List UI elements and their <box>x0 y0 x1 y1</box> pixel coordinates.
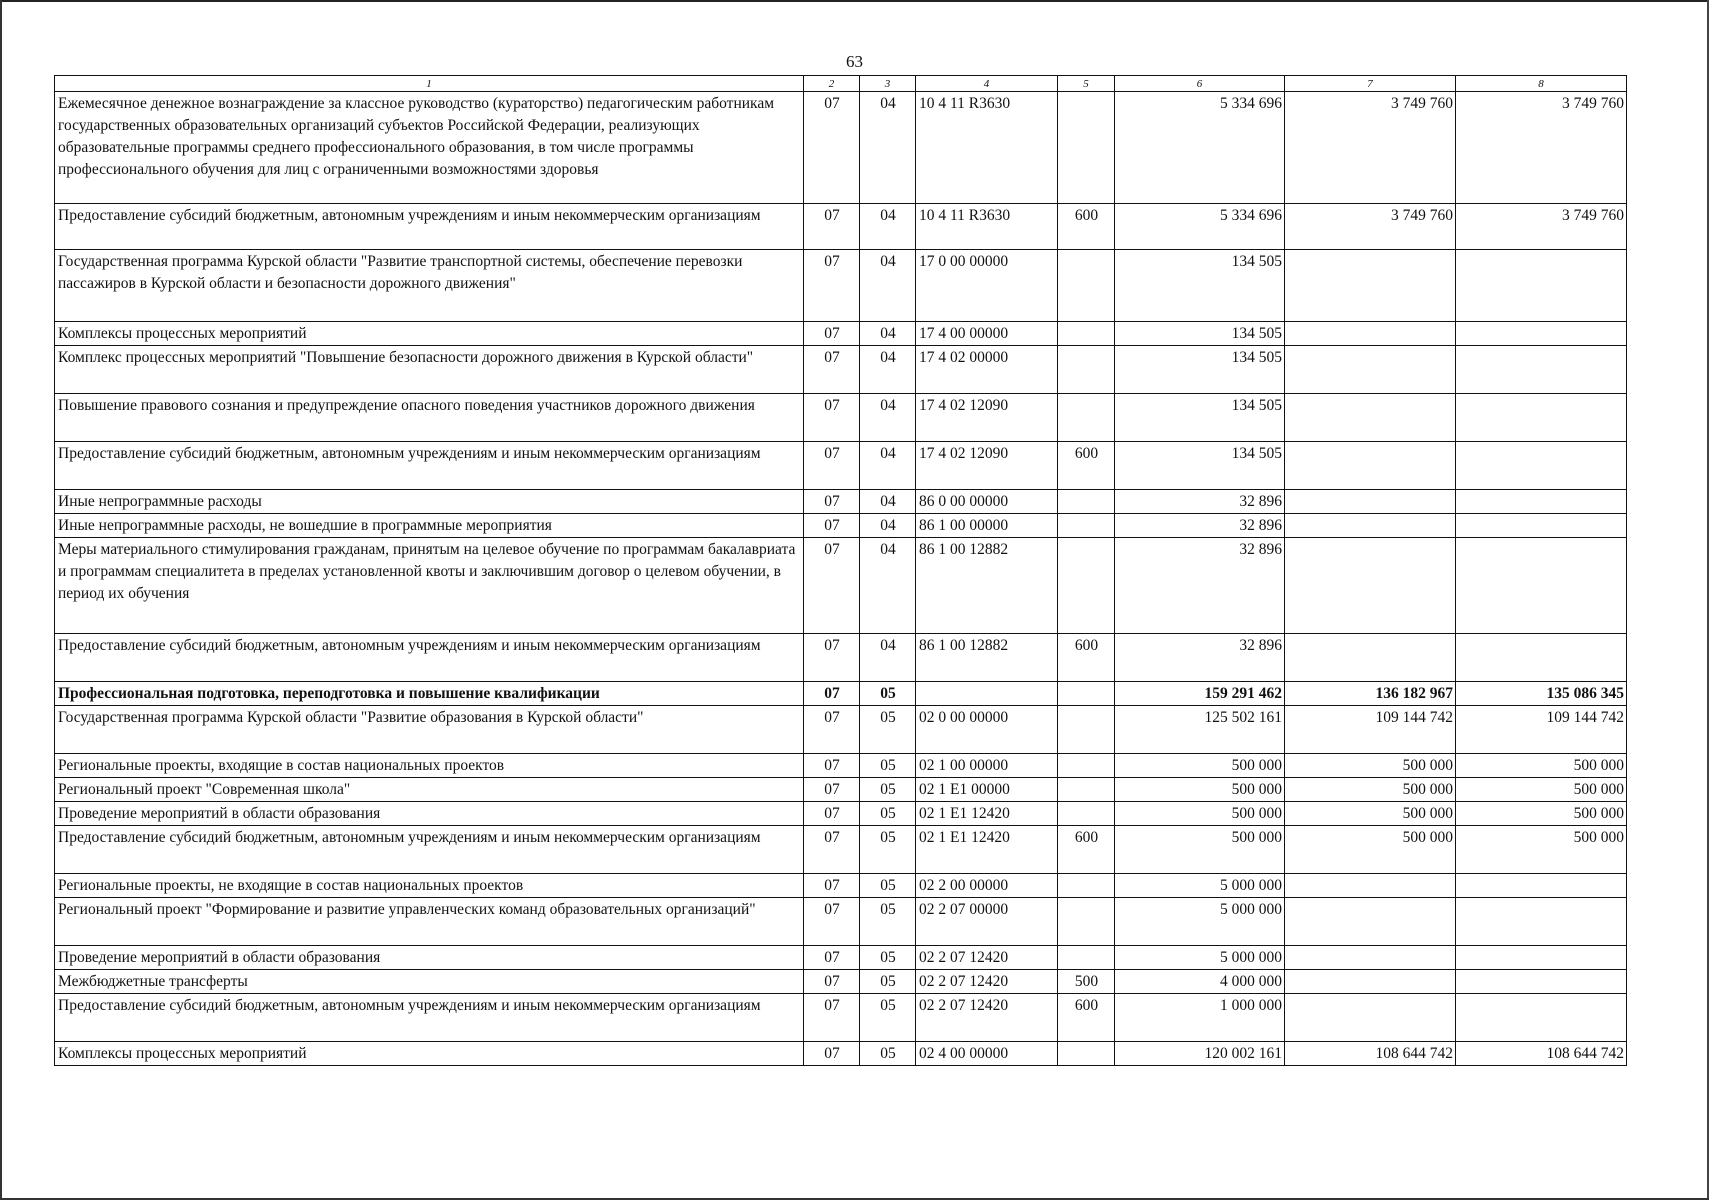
row-name: Комплекс процессных мероприятий "Повышение безопасности дорожного движения в Курской области" <box>55 346 804 394</box>
row-subsection: 04 <box>860 322 916 346</box>
row-subsection: 04 <box>860 92 916 204</box>
table-row <box>55 204 1627 250</box>
row-target-article: 02 4 00 00000 <box>916 1042 1058 1066</box>
row-target-article: 02 1 00 00000 <box>916 754 1058 778</box>
row-section: 07 <box>804 802 860 826</box>
row-amount-3: 108 644 742 <box>1456 1042 1627 1066</box>
row-expense-type: 600 <box>1058 634 1115 682</box>
row-amount-1: 500 000 <box>1115 802 1285 826</box>
row-section: 07 <box>804 514 860 538</box>
row-target-article: 02 2 00 00000 <box>916 874 1058 898</box>
row-amount-3: 500 000 <box>1456 802 1627 826</box>
budget-table <box>54 75 1627 1066</box>
row-amount-2 <box>1285 946 1456 970</box>
row-amount-1: 5 000 000 <box>1115 874 1285 898</box>
row-target-article: 10 4 11 R3630 <box>916 204 1058 250</box>
row-name: Профессиональная подготовка, переподготовка и повышение квалификации <box>55 682 804 706</box>
page-number: 63 <box>846 52 863 71</box>
table-row <box>55 442 1627 490</box>
row-amount-2: 500 000 <box>1285 802 1456 826</box>
row-name: Государственная программа Курской области "Развитие транспортной системы, обеспечение перевозки пассажиров в Курской области и безопасности дорожного движения" <box>55 250 804 322</box>
table-row <box>55 874 1627 898</box>
row-amount-3 <box>1456 346 1627 394</box>
header-col-3: 3 <box>860 76 916 92</box>
row-amount-1: 500 000 <box>1115 778 1285 802</box>
row-expense-type <box>1058 92 1115 204</box>
row-section: 07 <box>804 946 860 970</box>
row-amount-2: 500 000 <box>1285 754 1456 778</box>
row-amount-2 <box>1285 490 1456 514</box>
row-expense-type <box>1058 394 1115 442</box>
row-target-article: 17 4 02 12090 <box>916 442 1058 490</box>
row-amount-2: 3 749 760 <box>1285 92 1456 204</box>
row-amount-3 <box>1456 634 1627 682</box>
row-amount-3: 3 749 760 <box>1456 92 1627 204</box>
row-name: Региональный проект "Формирование и развитие управленческих команд образовательных организаций" <box>55 898 804 946</box>
row-section: 07 <box>804 682 860 706</box>
row-amount-1: 5 000 000 <box>1115 946 1285 970</box>
row-subsection: 04 <box>860 442 916 490</box>
row-expense-type: 600 <box>1058 826 1115 874</box>
row-subsection: 05 <box>860 994 916 1042</box>
row-subsection: 05 <box>860 706 916 754</box>
row-amount-3 <box>1456 994 1627 1042</box>
row-amount-2: 500 000 <box>1285 778 1456 802</box>
row-amount-2: 136 182 967 <box>1285 682 1456 706</box>
row-expense-type <box>1058 778 1115 802</box>
row-target-article: 02 2 07 00000 <box>916 898 1058 946</box>
row-amount-2 <box>1285 514 1456 538</box>
table-row <box>55 802 1627 826</box>
row-section: 07 <box>804 874 860 898</box>
row-expense-type <box>1058 706 1115 754</box>
row-subsection: 04 <box>860 204 916 250</box>
header-col-4: 4 <box>916 76 1058 92</box>
table-row <box>55 826 1627 874</box>
table-row <box>55 778 1627 802</box>
row-subsection: 04 <box>860 250 916 322</box>
row-expense-type <box>1058 874 1115 898</box>
row-section: 07 <box>804 442 860 490</box>
row-target-article: 02 1 E1 12420 <box>916 826 1058 874</box>
table-row <box>55 634 1627 682</box>
row-amount-3 <box>1456 514 1627 538</box>
row-subsection: 05 <box>860 874 916 898</box>
row-subsection: 04 <box>860 634 916 682</box>
row-name: Региональные проекты, входящие в состав национальных проектов <box>55 754 804 778</box>
row-amount-3 <box>1456 394 1627 442</box>
row-target-article: 86 1 00 00000 <box>916 514 1058 538</box>
scan-edge-left <box>0 0 2 1200</box>
row-amount-2: 108 644 742 <box>1285 1042 1456 1066</box>
row-subsection: 05 <box>860 682 916 706</box>
row-subsection: 05 <box>860 802 916 826</box>
table-row <box>55 754 1627 778</box>
row-subsection: 04 <box>860 346 916 394</box>
row-name: Проведение мероприятий в области образования <box>55 802 804 826</box>
row-amount-1: 32 896 <box>1115 514 1285 538</box>
row-amount-3: 500 000 <box>1456 826 1627 874</box>
row-section: 07 <box>804 490 860 514</box>
row-expense-type <box>1058 1042 1115 1066</box>
row-name: Иные непрограммные расходы, не вошедшие в программные мероприятия <box>55 514 804 538</box>
row-section: 07 <box>804 346 860 394</box>
table-body <box>55 92 1627 1066</box>
row-amount-3: 500 000 <box>1456 754 1627 778</box>
row-amount-1: 4 000 000 <box>1115 970 1285 994</box>
row-amount-3: 3 749 760 <box>1456 204 1627 250</box>
row-section: 07 <box>804 634 860 682</box>
header-col-6: 6 <box>1115 76 1285 92</box>
table-row <box>55 346 1627 394</box>
table-row <box>55 706 1627 754</box>
row-name: Предоставление субсидий бюджетным, автономным учреждениям и иным некоммерческим организациям <box>55 442 804 490</box>
row-name: Иные непрограммные расходы <box>55 490 804 514</box>
row-subsection: 05 <box>860 898 916 946</box>
row-amount-1: 159 291 462 <box>1115 682 1285 706</box>
row-section: 07 <box>804 1042 860 1066</box>
row-amount-2 <box>1285 994 1456 1042</box>
table-row <box>55 994 1627 1042</box>
row-section: 07 <box>804 778 860 802</box>
row-amount-3 <box>1456 970 1627 994</box>
row-amount-2: 3 749 760 <box>1285 204 1456 250</box>
row-target-article: 02 1 E1 00000 <box>916 778 1058 802</box>
row-amount-3 <box>1456 490 1627 514</box>
row-amount-3 <box>1456 946 1627 970</box>
row-amount-2 <box>1285 250 1456 322</box>
row-amount-1: 120 002 161 <box>1115 1042 1285 1066</box>
row-subsection: 05 <box>860 970 916 994</box>
row-amount-2 <box>1285 394 1456 442</box>
row-amount-3 <box>1456 898 1627 946</box>
header-col-7: 7 <box>1285 76 1456 92</box>
row-amount-3 <box>1456 538 1627 634</box>
row-section: 07 <box>804 250 860 322</box>
row-section: 07 <box>804 994 860 1042</box>
row-amount-1: 134 505 <box>1115 442 1285 490</box>
header-col-1: 1 <box>55 76 804 92</box>
row-expense-type: 600 <box>1058 204 1115 250</box>
table-row <box>55 394 1627 442</box>
row-amount-2 <box>1285 970 1456 994</box>
table-row <box>55 682 1627 706</box>
row-section: 07 <box>804 322 860 346</box>
row-target-article: 17 4 02 00000 <box>916 346 1058 394</box>
row-name: Повышение правового сознания и предупреждение опасного поведения участников дорожного движения <box>55 394 804 442</box>
header-row <box>55 76 1627 92</box>
row-section: 07 <box>804 204 860 250</box>
row-name: Предоставление субсидий бюджетным, автономным учреждениям и иным некоммерческим организациям <box>55 204 804 250</box>
row-expense-type <box>1058 346 1115 394</box>
row-section: 07 <box>804 706 860 754</box>
row-target-article: 02 2 07 12420 <box>916 994 1058 1042</box>
row-subsection: 04 <box>860 514 916 538</box>
row-target-article: 17 4 00 00000 <box>916 322 1058 346</box>
row-amount-1: 1 000 000 <box>1115 994 1285 1042</box>
row-target-article: 17 4 02 12090 <box>916 394 1058 442</box>
row-amount-1: 500 000 <box>1115 754 1285 778</box>
row-subsection: 05 <box>860 754 916 778</box>
row-amount-3 <box>1456 442 1627 490</box>
row-amount-3: 135 086 345 <box>1456 682 1627 706</box>
row-expense-type: 600 <box>1058 442 1115 490</box>
header-col-5: 5 <box>1058 76 1115 92</box>
row-amount-3: 500 000 <box>1456 778 1627 802</box>
row-amount-2 <box>1285 322 1456 346</box>
table-row <box>55 898 1627 946</box>
row-amount-3 <box>1456 322 1627 346</box>
row-name: Проведение мероприятий в области образования <box>55 946 804 970</box>
row-subsection: 05 <box>860 826 916 874</box>
row-name: Межбюджетные трансферты <box>55 970 804 994</box>
row-amount-1: 134 505 <box>1115 250 1285 322</box>
row-expense-type <box>1058 682 1115 706</box>
row-subsection: 05 <box>860 946 916 970</box>
row-amount-1: 500 000 <box>1115 826 1285 874</box>
row-target-article: 02 1 E1 12420 <box>916 802 1058 826</box>
row-expense-type <box>1058 490 1115 514</box>
row-name: Предоставление субсидий бюджетным, автономным учреждениям и иным некоммерческим организациям <box>55 826 804 874</box>
row-amount-1: 5 334 696 <box>1115 92 1285 204</box>
row-amount-2: 109 144 742 <box>1285 706 1456 754</box>
row-expense-type <box>1058 802 1115 826</box>
header-col-8: 8 <box>1456 76 1627 92</box>
table-row <box>55 490 1627 514</box>
row-name: Меры материального стимулирования гражданам, принятым на целевое обучение по программам бакалавриата и программам специалитета в пределах установленной квоты и заключившим договор о целевом обучении, в период их обучения <box>55 538 804 634</box>
row-target-article: 02 2 07 12420 <box>916 970 1058 994</box>
row-section: 07 <box>804 826 860 874</box>
row-name: Предоставление субсидий бюджетным, автономным учреждениям и иным некоммерческим организациям <box>55 994 804 1042</box>
row-amount-1: 32 896 <box>1115 538 1285 634</box>
table-row <box>55 946 1627 970</box>
row-target-article: 86 1 00 12882 <box>916 538 1058 634</box>
table-row <box>55 250 1627 322</box>
row-name: Государственная программа Курской области "Развитие образования в Курской области" <box>55 706 804 754</box>
row-expense-type <box>1058 898 1115 946</box>
row-amount-1: 134 505 <box>1115 346 1285 394</box>
row-target-article: 86 0 00 00000 <box>916 490 1058 514</box>
row-amount-1: 125 502 161 <box>1115 706 1285 754</box>
table-row <box>55 538 1627 634</box>
row-amount-2 <box>1285 442 1456 490</box>
row-amount-3: 109 144 742 <box>1456 706 1627 754</box>
row-name: Региональные проекты, не входящие в состав национальных проектов <box>55 874 804 898</box>
row-name: Комплексы процессных мероприятий <box>55 322 804 346</box>
row-amount-2: 500 000 <box>1285 826 1456 874</box>
row-section: 07 <box>804 970 860 994</box>
row-amount-2 <box>1285 898 1456 946</box>
row-subsection: 04 <box>860 490 916 514</box>
row-target-article: 86 1 00 12882 <box>916 634 1058 682</box>
row-target-article: 10 4 11 R3630 <box>916 92 1058 204</box>
row-section: 07 <box>804 92 860 204</box>
row-name: Региональный проект "Современная школа" <box>55 778 804 802</box>
row-section: 07 <box>804 898 860 946</box>
row-amount-3 <box>1456 874 1627 898</box>
row-subsection: 05 <box>860 778 916 802</box>
row-name: Комплексы процессных мероприятий <box>55 1042 804 1066</box>
row-amount-2 <box>1285 634 1456 682</box>
row-amount-1: 5 000 000 <box>1115 898 1285 946</box>
row-amount-1: 134 505 <box>1115 322 1285 346</box>
row-expense-type <box>1058 322 1115 346</box>
table-row <box>55 1042 1627 1066</box>
table-row <box>55 970 1627 994</box>
row-name: Предоставление субсидий бюджетным, автономным учреждениям и иным некоммерческим организациям <box>55 634 804 682</box>
row-amount-1: 32 896 <box>1115 490 1285 514</box>
row-expense-type <box>1058 754 1115 778</box>
row-section: 07 <box>804 754 860 778</box>
table-row <box>55 92 1627 204</box>
row-target-article: 02 0 00 00000 <box>916 706 1058 754</box>
row-target-article: 17 0 00 00000 <box>916 250 1058 322</box>
row-expense-type <box>1058 538 1115 634</box>
row-amount-1: 134 505 <box>1115 394 1285 442</box>
row-amount-2 <box>1285 538 1456 634</box>
row-expense-type <box>1058 514 1115 538</box>
row-expense-type: 500 <box>1058 970 1115 994</box>
row-section: 07 <box>804 394 860 442</box>
table-row <box>55 322 1627 346</box>
row-amount-2 <box>1285 874 1456 898</box>
row-amount-3 <box>1456 250 1627 322</box>
row-expense-type: 600 <box>1058 994 1115 1042</box>
scan-edge-top <box>0 0 1709 2</box>
table-row <box>55 514 1627 538</box>
row-amount-1: 5 334 696 <box>1115 204 1285 250</box>
row-expense-type <box>1058 250 1115 322</box>
row-subsection: 05 <box>860 1042 916 1066</box>
row-amount-1: 32 896 <box>1115 634 1285 682</box>
row-amount-2 <box>1285 346 1456 394</box>
row-subsection: 04 <box>860 538 916 634</box>
row-name: Ежемесячное денежное вознаграждение за классное руководство (кураторство) педагогическим работникам государственных образовательных организаций субъектов Российской Федерации, реализующих образовательные программы среднего профессионального образования, в том числе программы профессионального обучения для лиц с ограниченными возможностями здоровья <box>55 92 804 204</box>
row-expense-type <box>1058 946 1115 970</box>
row-subsection: 04 <box>860 394 916 442</box>
row-section: 07 <box>804 538 860 634</box>
header-col-2: 2 <box>804 76 860 92</box>
row-target-article <box>916 682 1058 706</box>
row-target-article: 02 2 07 12420 <box>916 946 1058 970</box>
